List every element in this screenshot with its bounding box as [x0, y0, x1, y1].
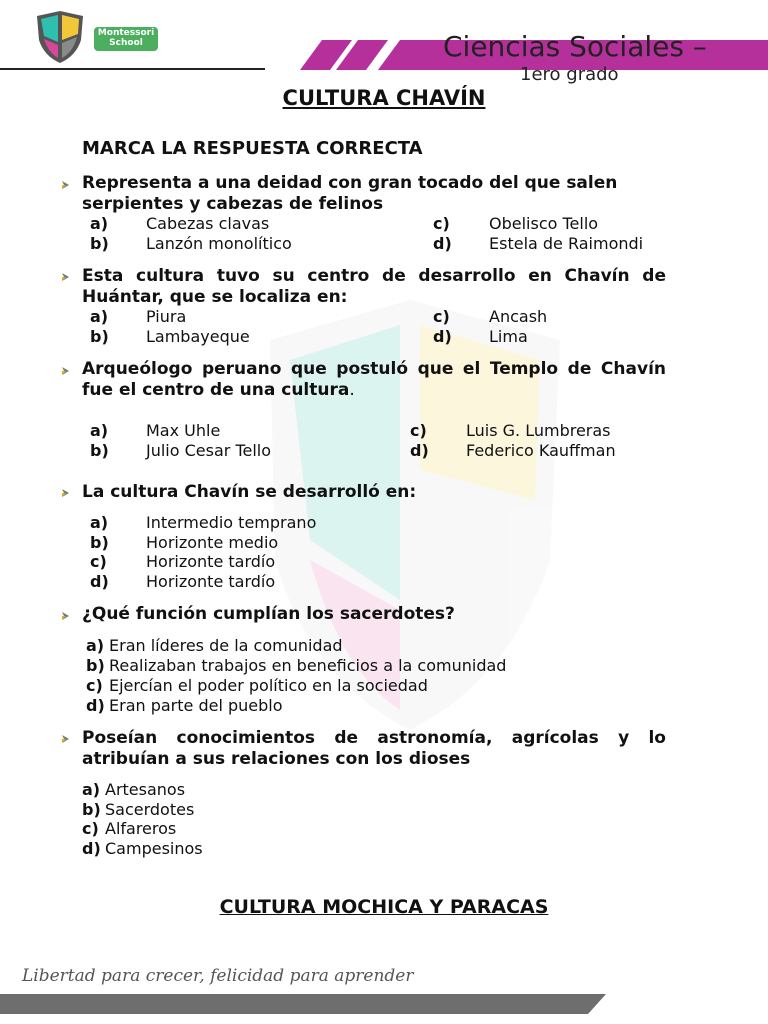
option-label: d) [433, 234, 452, 253]
option-label: a) [82, 780, 101, 799]
option-text: Luis G. Lumbreras [466, 421, 611, 440]
option-text: Horizonte medio [146, 533, 279, 552]
option-label: c) [410, 421, 427, 440]
option-text: Eran líderes de la comunidad [109, 636, 343, 655]
q6-option-b[interactable] [82, 800, 194, 820]
q5-option-a[interactable] [86, 636, 343, 656]
q6-option-c[interactable] [82, 819, 176, 839]
option-text: Ejercían el poder político en la sociedad [109, 676, 428, 695]
bullet-icon [60, 734, 70, 744]
option-label: c) [433, 307, 450, 326]
section-title: CULTURA MOCHICA Y PARACAS [219, 896, 549, 918]
question-3-period: . [349, 379, 355, 400]
option-text: Realizaban trabajos en beneficios a la comunidad [109, 656, 507, 675]
option-label: a) [90, 421, 109, 440]
q6-option-a[interactable] [82, 780, 185, 800]
option-label: d) [433, 327, 452, 346]
q5-option-d[interactable] [86, 696, 283, 716]
q3-option-d[interactable] [410, 441, 616, 461]
school-name-line1: Montessori [97, 28, 155, 38]
header-divider [0, 68, 265, 70]
option-text: Lima [489, 327, 528, 346]
q5-option-b[interactable] [86, 656, 506, 676]
option-text: Intermedio temprano [146, 513, 317, 532]
option-label: c) [86, 676, 103, 695]
q1-option-a[interactable] [90, 214, 269, 234]
option-text: Sacerdotes [105, 800, 195, 819]
option-label: b) [86, 656, 105, 675]
school-name-line2: School [109, 38, 143, 48]
option-text: Campesinos [105, 839, 203, 858]
option-label: b) [90, 327, 109, 346]
option-text: Max Uhle [146, 421, 221, 440]
option-label: b) [90, 441, 109, 460]
option-label: c) [433, 214, 450, 233]
option-label: d) [82, 839, 101, 858]
q4-option-b[interactable] [90, 533, 278, 553]
q4-option-a[interactable] [90, 513, 316, 533]
option-text: Alfareros [105, 819, 177, 838]
option-text: Horizonte tardío [146, 552, 276, 571]
option-text: Piura [146, 307, 187, 326]
q5-option-c[interactable] [86, 676, 428, 696]
question-3 [82, 359, 666, 400]
question-2: Esta cultura tuvo su centro de desarrollo en Chavín de Huántar, que se localiza en: [82, 266, 666, 307]
footer-motto: Libertad para crecer, felicidad para aprender [22, 966, 414, 986]
bullet-icon [60, 272, 70, 282]
option-label: d) [90, 572, 109, 591]
grade-label: 1ero grado [520, 64, 619, 85]
option-label: b) [82, 800, 101, 819]
option-label: a) [90, 513, 109, 532]
footer-bar [0, 994, 768, 1014]
q2-option-b[interactable] [90, 327, 250, 347]
school-name-badge [94, 27, 158, 51]
option-label: d) [86, 696, 105, 715]
question-1: Representa a una deidad con gran tocado del que salen serpientes y cabezas de felinos [82, 173, 618, 214]
option-label: c) [90, 552, 107, 571]
option-text: Obelisco Tello [489, 214, 599, 233]
question-3-text: Arqueólogo peruano que postuló que el Templo de Chavín fue el centro de una cultura [82, 359, 666, 400]
page-title: CULTURA CHAVÍN [282, 86, 486, 110]
q3-option-b[interactable] [90, 441, 271, 461]
q2-option-d[interactable] [433, 327, 528, 347]
q4-option-d[interactable] [90, 572, 275, 592]
bullet-icon [60, 366, 70, 376]
option-label: a) [90, 307, 109, 326]
bullet-icon [60, 611, 70, 621]
option-text: Federico Kauffman [466, 441, 616, 460]
question-5: ¿Qué función cumplían los sacerdotes? [82, 604, 455, 624]
option-label: a) [86, 636, 105, 655]
q4-option-c[interactable] [90, 552, 275, 572]
option-text: Eran parte del pueblo [109, 696, 283, 715]
option-label: b) [90, 234, 109, 253]
instruction: MARCA LA RESPUESTA CORRECTA [82, 138, 423, 159]
option-text: Estela de Raimondi [489, 234, 644, 253]
question-6: Poseían conocimientos de astronomía, agrícolas y lo atribuían a sus relaciones con los dioses [82, 728, 666, 769]
question-4: La cultura Chavín se desarrolló en: [82, 482, 417, 502]
option-text: Artesanos [105, 780, 186, 799]
option-label: c) [82, 819, 99, 838]
option-text: Lanzón monolítico [146, 234, 292, 253]
subject-title: Ciencias Sociales – [443, 30, 707, 63]
option-text: Lambayeque [146, 327, 250, 346]
q6-option-d[interactable] [82, 839, 203, 859]
bullet-icon [60, 488, 70, 498]
option-text: Julio Cesar Tello [146, 441, 272, 460]
logo-shield-icon [34, 10, 86, 64]
q3-option-c[interactable] [410, 421, 611, 441]
q2-option-c[interactable] [433, 307, 547, 327]
option-text: Horizonte tardío [146, 572, 276, 591]
option-label: d) [410, 441, 429, 460]
bullet-icon [60, 180, 70, 190]
option-label: a) [90, 214, 109, 233]
q1-option-d[interactable] [433, 234, 643, 254]
q3-option-a[interactable] [90, 421, 220, 441]
q1-option-b[interactable] [90, 234, 292, 254]
option-text: Ancash [489, 307, 548, 326]
q1-option-c[interactable] [433, 214, 598, 234]
option-label: b) [90, 533, 109, 552]
q2-option-a[interactable] [90, 307, 186, 327]
option-text: Cabezas clavas [146, 214, 270, 233]
